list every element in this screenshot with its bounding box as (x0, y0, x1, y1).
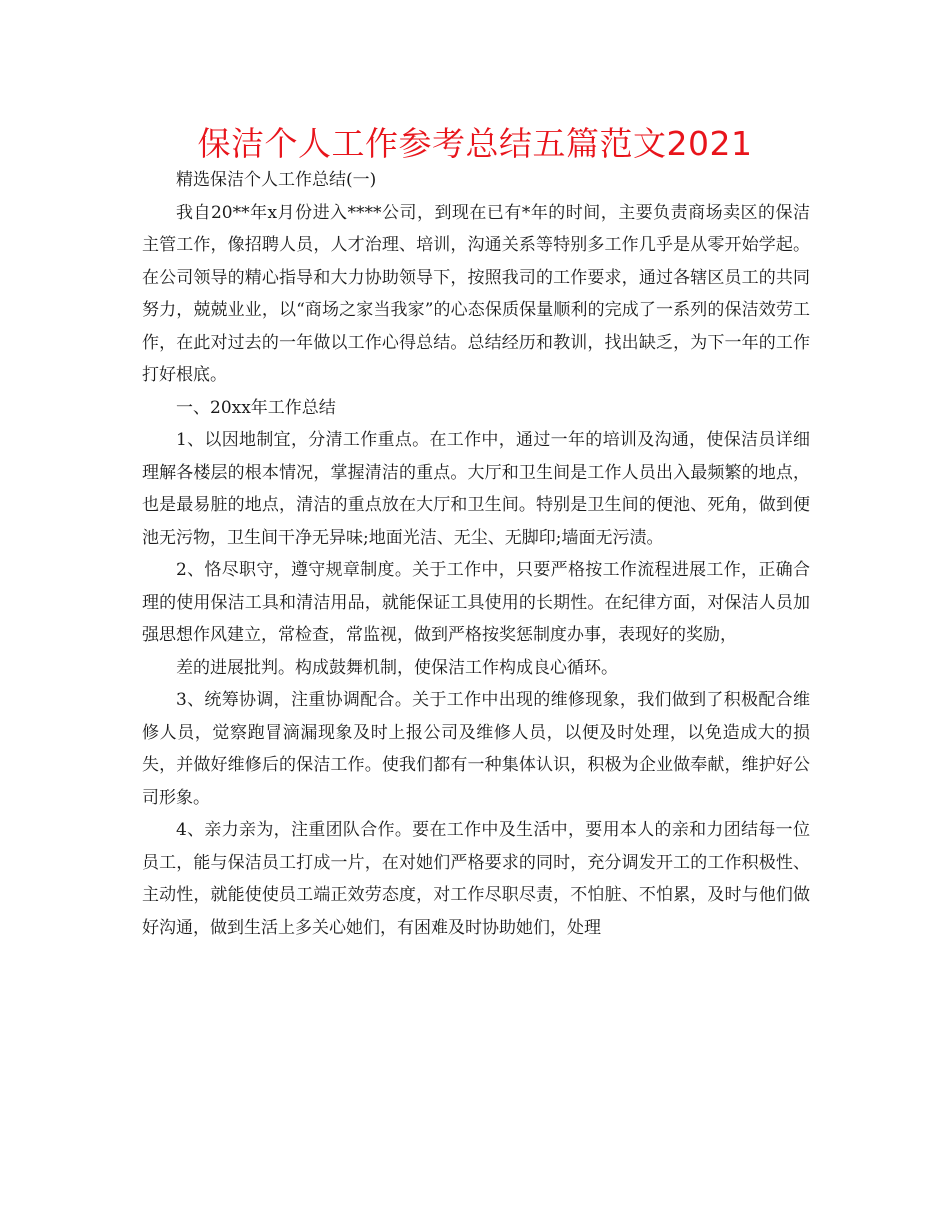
paragraph: 我自20**年x月份进入****公司，到现在已有*年的时间，主要负责商场卖区的保洁主管工作，像招聘人员，人才治理、培训，沟通关系等特别多工作几乎是从零开始学起。在公司领导的精心指导和大力协助领导下，按照我司的工作要求，通过各辖区员工的共同努力，兢兢业业，以“商场之家当我家”的心态保质保量顺利的完成了一系列的保洁效劳工作，在此对过去的一年做以工作心得总结。总结经历和教训，找出缺乏，为下一年的工作打好根底。 (142, 202, 810, 385)
paragraph: 3、统筹协调，注重协调配合。关于工作中出现的维修现象，我们做到了积极配合维修人员，觉察跑冒滴漏现象及时上报公司及维修人员，以便及时处理，以免造成大的损失，并做好维修后的保洁工作。使我们都有一种集体认识，积极为企业做奉献，维护好公司形象。 (142, 690, 810, 808)
paragraph: 2、恪尽职守，遵守规章制度。关于工作中，只要严格按工作流程进展工作，正确合理的使用保洁工具和清洁用品，就能保证工具使用的长期性。在纪律方面，对保洁人员加强思想作风建立，常检查，常监视，做到严格按奖惩制度办事，表现好的奖励， (142, 560, 810, 645)
section-heading: 一、20xx年工作总结 (176, 397, 336, 418)
paragraph: 4、亲力亲为，注重团队合作。要在工作中及生活中，要用本人的亲和力团结每一位员工，能与保洁员工打成一片，在对她们严格要求的同时，充分调发开工的工作积极性、主动性，就能使使员工端正效劳态度，对工作尽职尽责，不怕脏、不怕累，及时与他们做好沟通，做到生活上多关心她们，有困难及时协助她们，处理 (142, 820, 810, 938)
paragraph: 1、以因地制宜，分清工作重点。在工作中，通过一年的培训及沟通，使保洁员详细理解各楼层的根本情况，掌握清洁的重点。大厅和卫生间是工作人员出入最频繁的地点，也是最易脏的地点，清洁的重点放在大厅和卫生间。特别是卫生间的便池、死角，做到便池无污物，卫生间干净无异味;地面光洁、无尘、无脚印;墙面无污渍。 (142, 430, 810, 548)
section-heading: 精选保洁个人工作总结(一) (176, 170, 377, 190)
document-body (142, 164, 810, 944)
paragraph: 差的进展批判。构成鼓舞机制，使保洁工作构成良心循环。 (176, 657, 618, 678)
document-title: 保洁个人工作参考总结五篇范文2021 (197, 124, 753, 163)
